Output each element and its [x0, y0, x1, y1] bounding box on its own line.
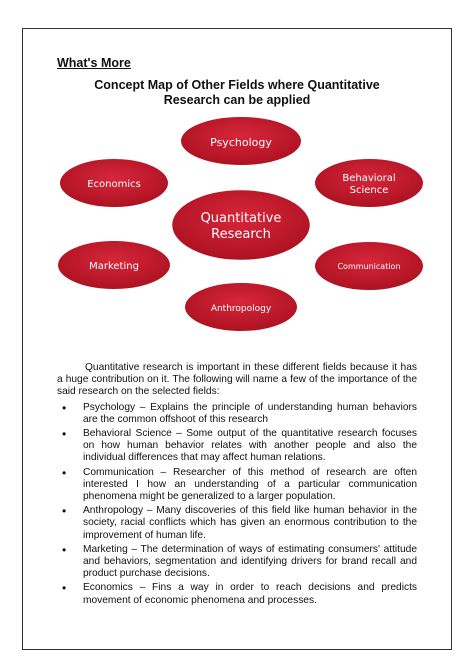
- section-heading: What's More: [57, 56, 131, 70]
- node-anthropology-label: Anthropology: [210, 304, 272, 314]
- body-text: [57, 362, 417, 609]
- list-item: • Psychology – Explains the principle of understanding human behaviors are the common offshoot of this research: [57, 402, 417, 426]
- node-center: [171, 189, 311, 261]
- node-marketing-label: Marketing: [89, 261, 139, 272]
- node-economics-label: Economics: [87, 179, 141, 190]
- node-psychology-label: Psychology: [210, 136, 272, 149]
- center-label-line2: Research: [211, 227, 271, 242]
- node-economics: [59, 158, 169, 208]
- node-anthropology: [184, 282, 298, 332]
- node-marketing: [57, 240, 171, 290]
- list-item: • Economics – Fins a way in order to reach decisions and predicts movement of economic phenomena and processes.: [57, 582, 417, 606]
- intro-paragraph: Quantitative research is important in these different fields because it has a huge contribution on it. The following will name a few of the importance of the said research on the selected fields:: [57, 362, 417, 398]
- node-communication-label: Communication: [337, 262, 401, 271]
- fields-list: [57, 402, 417, 607]
- node-behavioral-science: [314, 158, 424, 208]
- node-psychology: [180, 116, 302, 166]
- node-communication: [314, 241, 424, 291]
- node-behavioral-label-2: Science: [349, 185, 389, 196]
- list-item: • Communication – Researcher of this method of research are often interested I how an understanding of a particular communication phenomena might be generalized to a larger population.: [57, 467, 417, 504]
- page-title: Concept Map of Other Fields where Quantitative Research can be applied: [94, 78, 380, 107]
- list-item: • Anthropology – Many discoveries of this field like human behavior in the society, racial conflicts which has given an enormous contribution to the improvement of human life.: [57, 505, 417, 542]
- center-label-line1: Quantitative: [200, 211, 282, 226]
- list-item: • Behavioral Science – Some output of the quantitative research focuses on how human behavior relates with another people and also the individual differences that may affect human relations.: [57, 428, 417, 465]
- node-behavioral-label-1: Behavioral: [342, 173, 396, 184]
- list-item: • Marketing – The determination of ways of estimating consumers' attitude and behaviors, segmentation and identifying drivers for brand recall and product purchase decisions.: [57, 544, 417, 581]
